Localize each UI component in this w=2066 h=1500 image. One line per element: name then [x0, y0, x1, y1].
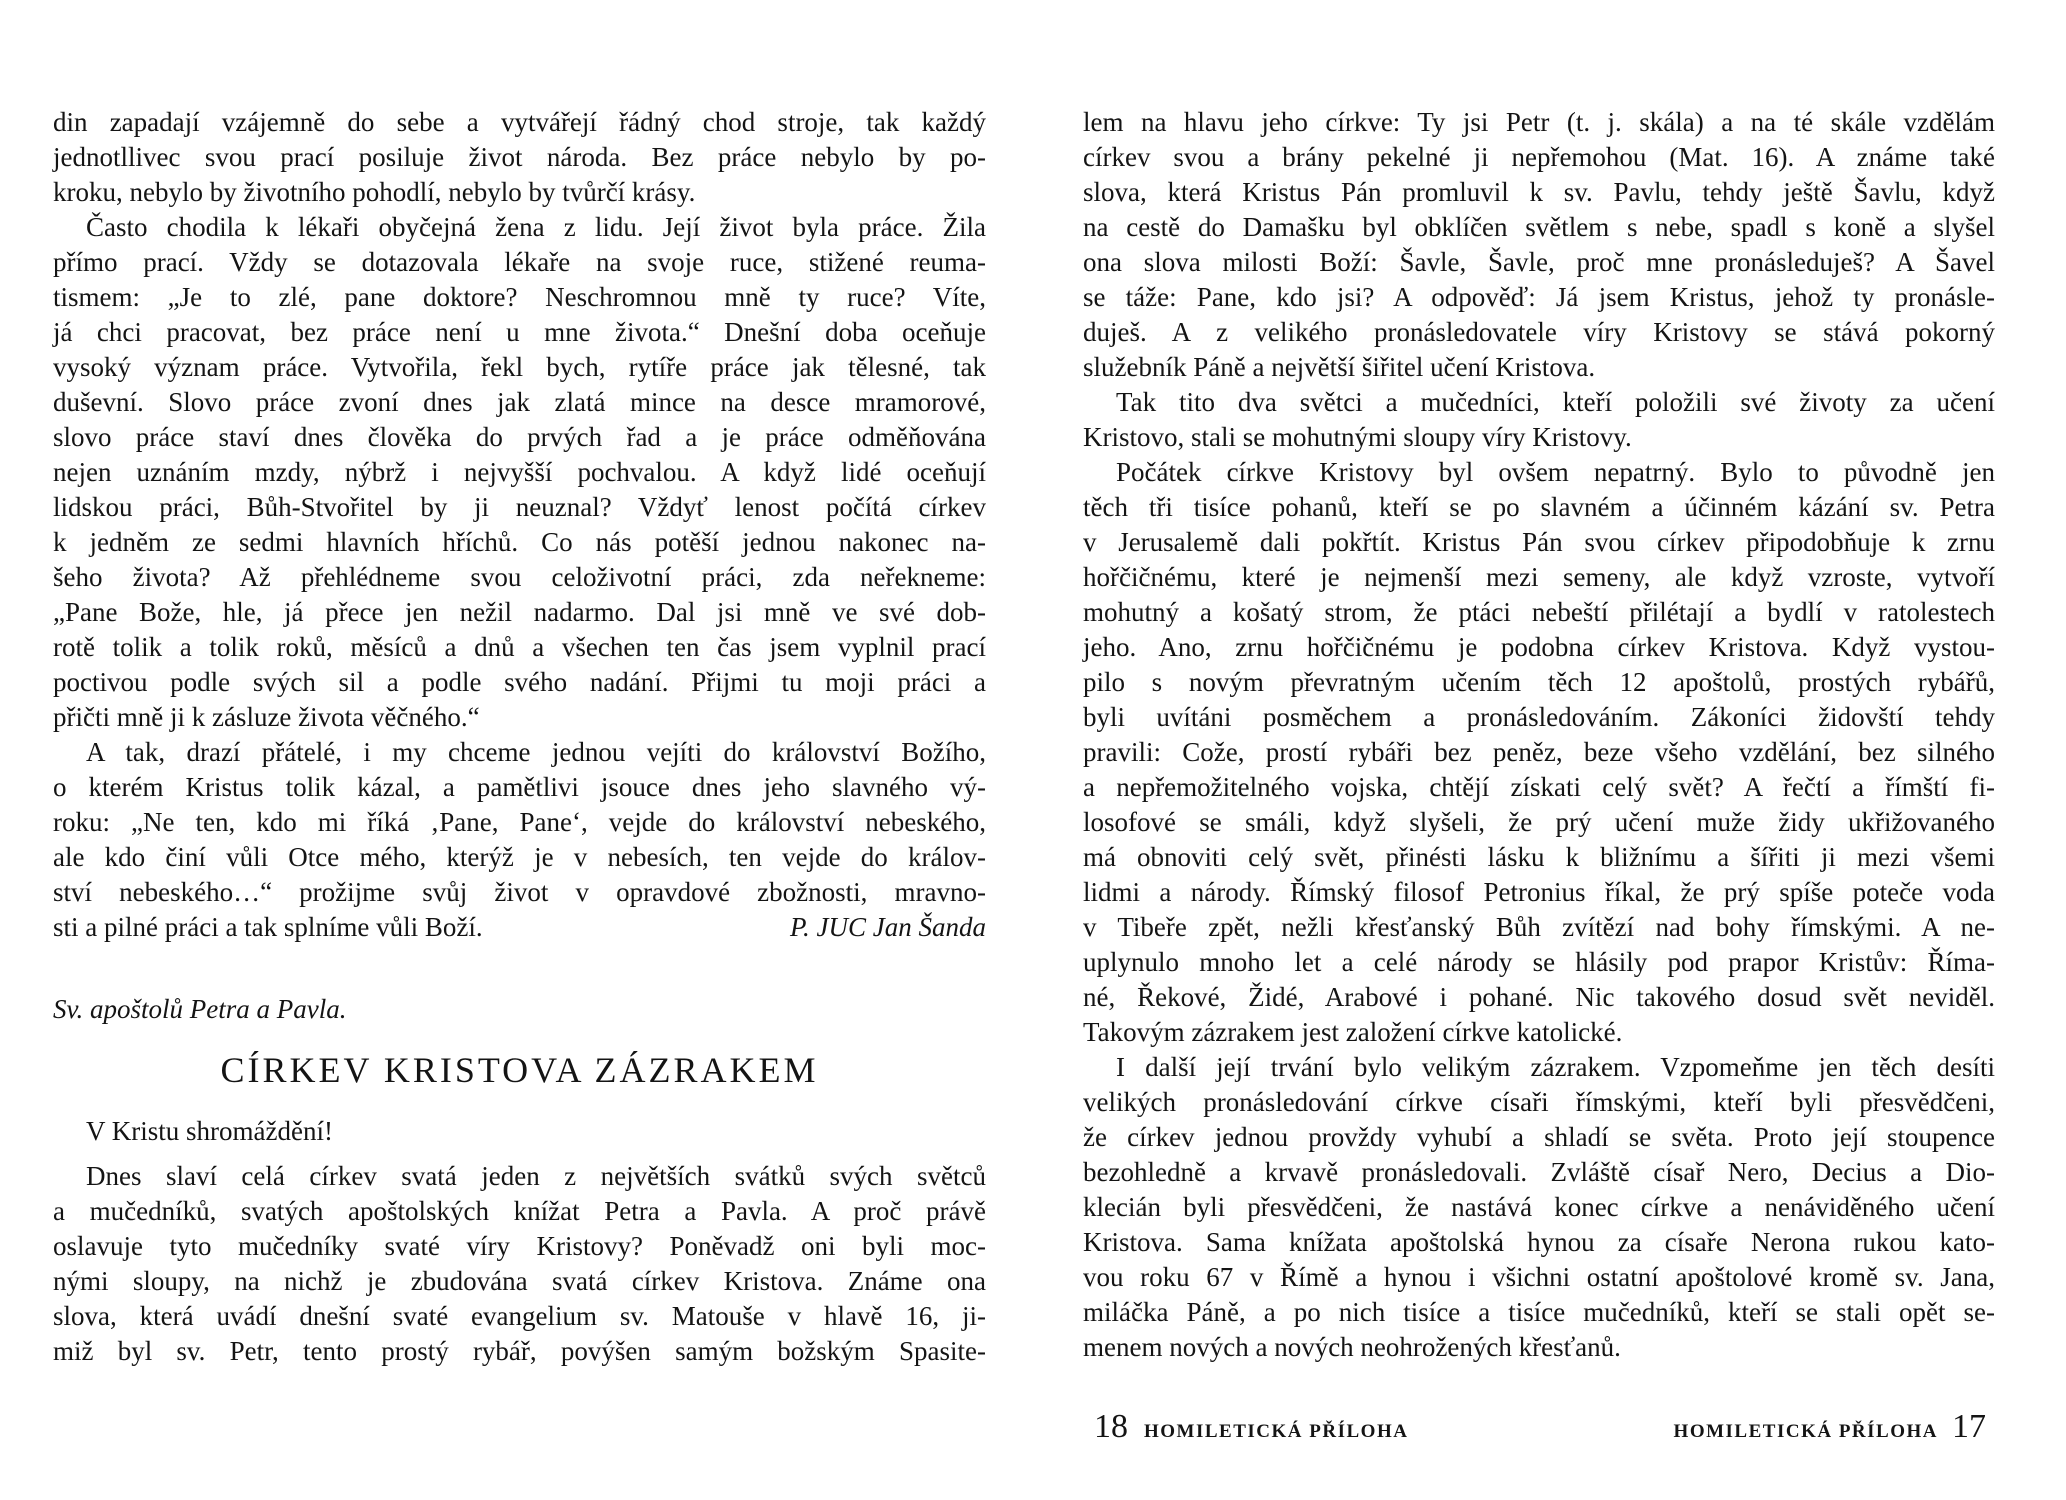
page-17-top-text: [53, 105, 986, 945]
text-line: [53, 910, 986, 945]
text-line: služebník Páně a největší šiřitel učení Kristova.: [1083, 352, 1596, 382]
text-line: lidskou práci, Bůh-Stvořitel by ji neuznal? Vždyť lenost počítá církev: [53, 492, 986, 522]
text-line: velikých pronásledování církve císaři římskými, kteří byli přesvědčeni,: [1083, 1087, 1995, 1117]
text-line: k jedněm ze sedmi hlavních hříchů. Co nás potěší jednou nakonec na-: [53, 527, 986, 557]
text-line: Dnes slaví celá církev svatá jeden z největších svátků svých světců: [86, 1161, 986, 1191]
text-line: mohutný a košatý strom, že ptáci nebeští přilétají a bydlí v ratolestech: [1083, 597, 1995, 627]
text-line: rotě tolik a tolik roků, měsíců a dnů a všechen ten čas jsem vyplnil prací: [53, 632, 986, 662]
running-head: HOMILETICKÁ PŘÍLOHA: [1673, 1421, 1938, 1442]
text-line: menem nových a nových neohrožených křesťanů.: [1083, 1332, 1621, 1362]
text-line: vou roku 67 v Římě a hynou i všichni ostatní apoštolové kromě sv. Jana,: [1083, 1262, 1995, 1292]
text-line: tismem: „Je to zlé, pane doktore? Neschromnou mně ty ruce? Víte,: [53, 282, 986, 312]
text-line: slova, která Kristus Pán promluvil k sv. Pavlu, tehdy ještě Šavlu, když: [1083, 177, 1995, 207]
text-line: jednotllivec svou prací posiluje život národa. Bez práce nebylo by po-: [53, 142, 986, 172]
feast-subtitle: Sv. apoštolů Petra a Pavla.: [53, 994, 347, 1024]
text-line: hořčičnému, které je nejmenší mezi semeny, ale když vzroste, vytvoří: [1083, 562, 1995, 592]
text-line: Často chodila k lékaři obyčejná žena z lidu. Její život byla práce. Žila: [86, 212, 986, 242]
author-signature: P. JUC Jan Šanda: [790, 912, 986, 942]
text-line: ství nebeského…“ prožijme svůj život v opravdové zbožnosti, mravno-: [53, 877, 986, 907]
text-line: ona slova milosti Boží: Šavle, Šavle, proč mne pronásleduješ? A Šavel: [1083, 247, 1995, 277]
text-line: slova, která uvádí dnešní svaté evangelium sv. Matouše v hlavě 16, ji-: [53, 1301, 986, 1331]
text-line: v Tibeře zpět, nežli křesťanský Bůh zvítězí nad bohy římskými. A ne-: [1083, 912, 1995, 942]
text-line: se táže: Pane, kdo jsi? A odpověď: Já jsem Kristus, jehož ty pronásle-: [1083, 282, 1995, 312]
text-line: nejen uznáním mzdy, nýbrž i nejvyšší pochvalou. A když lidé oceňují: [53, 457, 986, 487]
page-17-footer: [1674, 1408, 1986, 1452]
text-line: o kterém Kristus tolik kázal, a pamětlivi jsouce dnes jeho slavného vý-: [53, 772, 986, 802]
text-line: né, Řekové, Židé, Arabové i pohané. Nic takového dosud svět neviděl.: [1083, 982, 1995, 1012]
text-line: pilo s novým převratným učením těch 12 apoštolů, prostých rybářů,: [1083, 667, 1995, 697]
page-18-footer: [1094, 1408, 1408, 1452]
text-line: a mučedníků, svatých apoštolských knížat Petra a Pavla. A proč právě: [53, 1196, 986, 1226]
text-line: bezohledně a krvavě pronásledovali. Zvláště císař Nero, Decius a Dio-: [1083, 1157, 1995, 1187]
text-line: šeho života? Až přehlédneme svou celoživotní práci, zda neřekneme:: [53, 562, 986, 592]
text-line: losofové se smáli, když slyšeli, že prý učení muže židy ukřižovaného: [1083, 807, 1995, 837]
page-17-sermon-body: [53, 1159, 986, 1369]
text-line: ale kdo činí vůli Otce mého, kterýž je v nebesích, ten vejde do králov-: [53, 842, 986, 872]
text-line: jeho. Ano, zrnu hořčičnému je podobna církev Kristova. Když vystou-: [1083, 632, 1995, 662]
running-head: HOMILETICKÁ PŘÍLOHA: [1144, 1421, 1409, 1442]
text-line: já chci pracovat, bez práce není u mne života.“ Dnešní doba oceňuje: [53, 317, 986, 347]
text-line: byli uvítáni posměchem a pronásledováním. Zákoníci židovští tehdy: [1083, 702, 1995, 732]
text-line: roku: „Ne ten, kdo mi říká ‚Pane, Pane‘, vejde do království nebeského,: [53, 807, 986, 837]
text-line: kroku, nebylo by životního pohodlí, nebylo by tvůrčí krásy.: [53, 177, 696, 207]
text-line: miž byl sv. Petr, tento prostý rybář, povýšen samým božským Spasite-: [53, 1336, 986, 1366]
text-line: Počátek církve Kristovy byl ovšem nepatrný. Bylo to původně jen: [1116, 457, 1995, 487]
text-line: církev svou a brány pekelné ji nepřemohou (Mat. 16). A známe také: [1083, 142, 1995, 172]
text-line: „Pane Bože, hle, já přece jen nežil nadarmo. Dal jsi mně ve své dob-: [53, 597, 986, 627]
text-line: din zapadají vzájemně do sebe a vytvářejí řádný chod stroje, tak každý: [53, 107, 986, 137]
text-line: Kristova. Sama knížata apoštolská hynou za císaře Nerona rukou kato-: [1083, 1227, 1995, 1257]
page-number: 18: [1094, 1408, 1128, 1445]
text-line: lem na hlavu jeho církve: Ty jsi Petr (t. j. skála) a na té skále vzdělám: [1083, 107, 1995, 137]
text-line: přičti mně ji k zásluze života věčného.“: [53, 702, 480, 732]
text-line: miláčka Páně, a po nich tisíce a tisíce mučedníků, kteří se stali opět se-: [1083, 1297, 1995, 1327]
text-line-content: sti a pilné práci a tak splníme vůli Boží.: [53, 912, 483, 942]
text-line: nými sloupy, na nichž je zbudována svatá církev Kristova. Známe ona: [53, 1266, 986, 1296]
text-line: oslavuje tyto mučedníky svaté víry Kristovy? Poněvadž oni byli moc-: [53, 1231, 986, 1261]
text-line: poctivou podle svých sil a podle svého nadání. Přijmi tu moji práci a: [53, 667, 986, 697]
text-line: že církev jednou provždy vyhubí a shladí se světa. Proto její stoupence: [1083, 1122, 1995, 1152]
sermon-greeting: V Kristu shromáždění!: [86, 1116, 333, 1146]
text-line: lidmi a národy. Římský filosof Petronius říkal, že prý spíše poteče voda: [1083, 877, 1995, 907]
text-line: A tak, drazí přátelé, i my chceme jednou vejíti do království Božího,: [86, 737, 986, 767]
text-line: přímo prací. Vždy se dotazovala lékaře na svoje ruce, stižené reuma-: [53, 247, 986, 277]
text-line: uplynulo mnoho let a celé národy se hlásily pod prapor Kristův: Říma-: [1083, 947, 1995, 977]
text-line: vysoký význam práce. Vytvořila, řekl bych, rytíře práce jak tělesné, tak: [53, 352, 986, 382]
text-line: má obnoviti celý svět, přinésti lásku k bližnímu a šířiti ji mezi všemi: [1083, 842, 1995, 872]
text-line: duješ. A z velikého pronásledovatele víry Kristovy se stává pokorný: [1083, 317, 1995, 347]
text-line: I další její trvání bylo velikým zázrakem. Vzpomeňme jen těch desíti: [1116, 1052, 1995, 1082]
page-18-text: [1083, 105, 1995, 1365]
sermon-title: CÍRKEV KRISTOVA ZÁZRAKEM: [220, 1050, 819, 1090]
text-line: klecián byli přesvědčeni, že nastává konec církve a nenáviděného učení: [1083, 1192, 1995, 1222]
text-line: duševní. Slovo práce zvoní dnes jak zlatá mince na desce mramorové,: [53, 387, 986, 417]
text-line: na cestě do Damašku byl obklíčen světlem s nebe, spadl s koně a slyšel: [1083, 212, 1995, 242]
text-line: a nepřemožitelného vojska, chtějí získati celý svět? A řečtí a římští fi-: [1083, 772, 1995, 802]
text-line: Kristovo, stali se mohutnými sloupy víry Kristovy.: [1083, 422, 1632, 452]
text-line: Takovým zázrakem jest založení církve katolické.: [1083, 1017, 1623, 1047]
text-line: v Jerusalemě dali pokřtít. Kristus Pán svou církev připodobňuje k zrnu: [1083, 527, 1995, 557]
text-line: slovo práce staví dnes člověka do prvých řad a je práce odměňována: [53, 422, 986, 452]
text-line: pravili: Cože, prostí rybáři bez peněz, beze všeho vzdělání, bez silného: [1083, 737, 1995, 767]
text-line: těch tři tisíce pohanů, kteří se po slavném a účinném kázání sv. Petra: [1083, 492, 1995, 522]
page-number: 17: [1952, 1408, 1986, 1445]
text-line: Tak tito dva světci a mučedníci, kteří položili své životy za učení: [1116, 387, 1995, 417]
